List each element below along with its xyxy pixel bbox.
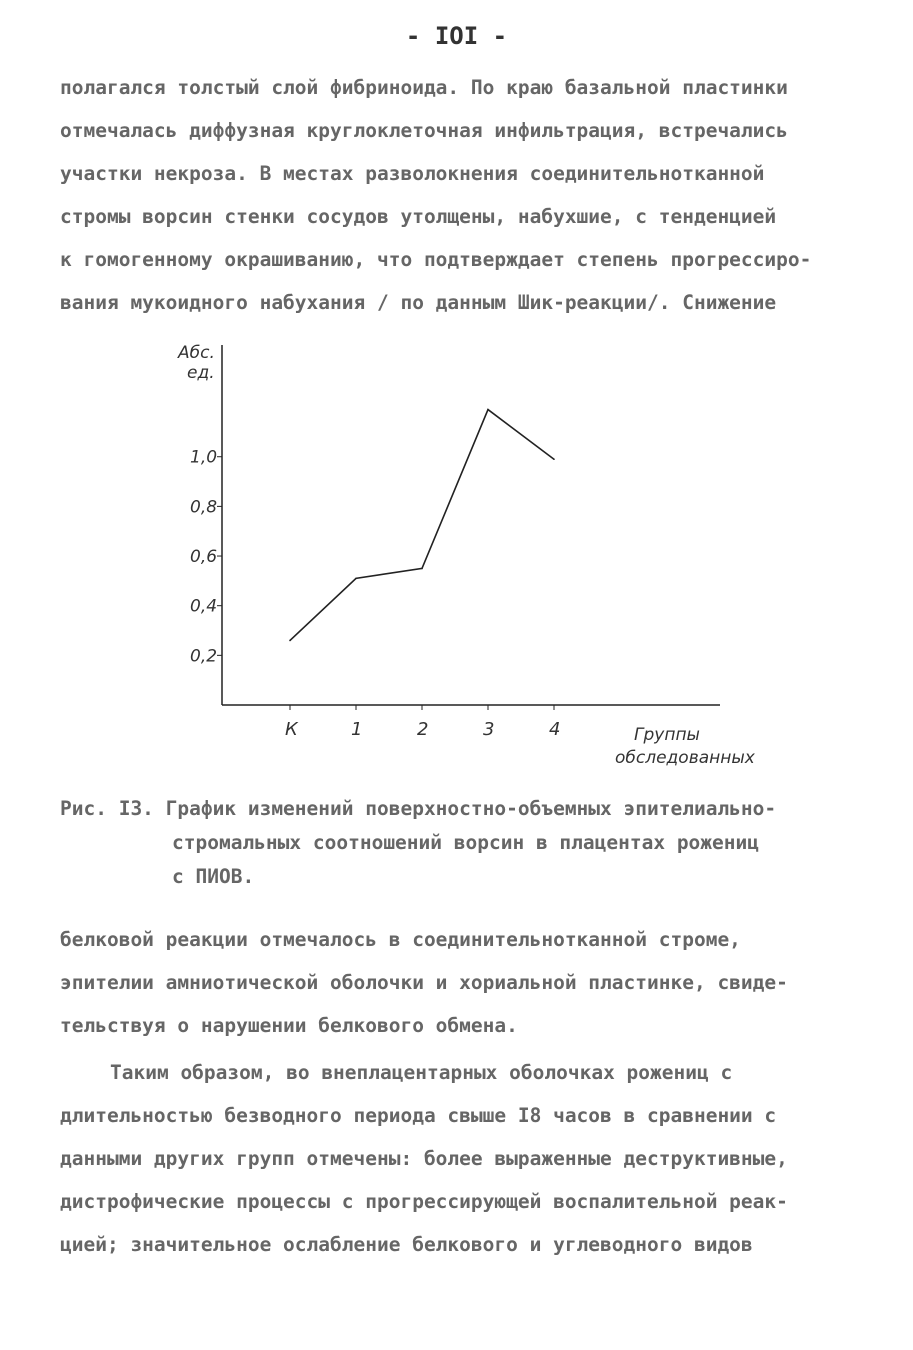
caption-line: Рис. I3. График изменений поверхностно-объемных эпителиально-: [60, 797, 777, 820]
data-points: [289, 409, 555, 641]
text-line: длительностью безводного периода свыше I8 часов в сравнении с: [60, 1104, 777, 1127]
text-line: дистрофические процессы с прогрессирующей воспалительной реак-: [60, 1190, 788, 1213]
data-point: [421, 568, 423, 570]
text-line: тельствуя о нарушении белкового обмена.: [60, 1014, 518, 1037]
text-line: Таким образом, во внеплацентарных оболочках рожениц с: [110, 1061, 733, 1084]
x-axis-label: обследованных: [615, 748, 755, 768]
line-chart: [0, 320, 913, 790]
x-tick-label: 1: [351, 719, 363, 740]
text-line: белковой реакции отмечалось в соединительнотканной строме,: [60, 928, 741, 951]
text-line: к гомогенному окрашиванию, что подтверждает степень прогрессиро-: [60, 248, 812, 271]
caption-line: с ПИОВ.: [172, 865, 255, 888]
y-axis-label: Абс.: [178, 343, 215, 363]
x-tick-label: 3: [483, 719, 495, 740]
text-line: данными других групп отмечены: более выраженные деструктивные,: [60, 1147, 788, 1170]
paragraph-top: [60, 66, 840, 324]
data-point: [553, 458, 555, 460]
data-point: [487, 409, 489, 411]
caption-line: стромальных соотношений ворсин в плацентах рожениц: [172, 831, 759, 854]
x-tick-label: К: [285, 719, 298, 740]
data-point: [289, 640, 291, 642]
x-tick-label: 2: [417, 719, 429, 740]
text-line: полагался толстый слой фибриноида. По краю базальной пластинки: [60, 76, 788, 99]
y-tick-label: 0,4: [190, 596, 218, 617]
x-axis-label: Группы: [634, 725, 700, 745]
series-line: [290, 410, 554, 641]
text-line: вания мукоидного набухания / по данным Шик-реакции/. Снижение: [60, 291, 777, 314]
paragraph-middle: [60, 918, 840, 1047]
page-number: - IOI -: [405, 22, 508, 50]
text-line: отмечалась диффузная круглоклеточная инфильтрация, встречались: [60, 119, 788, 142]
data-point: [355, 578, 357, 580]
paragraph-bottom: [60, 1051, 840, 1266]
text-line: участки некроза. В местах разволокнения соединительнотканной: [60, 162, 765, 185]
y-tick-label: 0,2: [190, 646, 218, 667]
y-ticks: [190, 448, 222, 667]
text-line: стромы ворсин стенки сосудов утолщены, набухшие, с тенденцией: [60, 205, 777, 228]
x-ticks: [285, 705, 560, 740]
y-tick-label: 1,0: [190, 447, 218, 468]
y-tick-label: 0,8: [190, 497, 218, 518]
y-tick-label: 0,6: [190, 547, 218, 568]
y-axis-label: ед.: [187, 363, 215, 383]
text-line: эпителии амниотической оболочки и хориальной пластинке, свиде-: [60, 971, 788, 994]
text-line: цией; значительное ослабление белкового и углеводного видов: [60, 1233, 753, 1256]
figure-caption: [60, 792, 840, 894]
x-tick-label: 4: [549, 719, 561, 740]
